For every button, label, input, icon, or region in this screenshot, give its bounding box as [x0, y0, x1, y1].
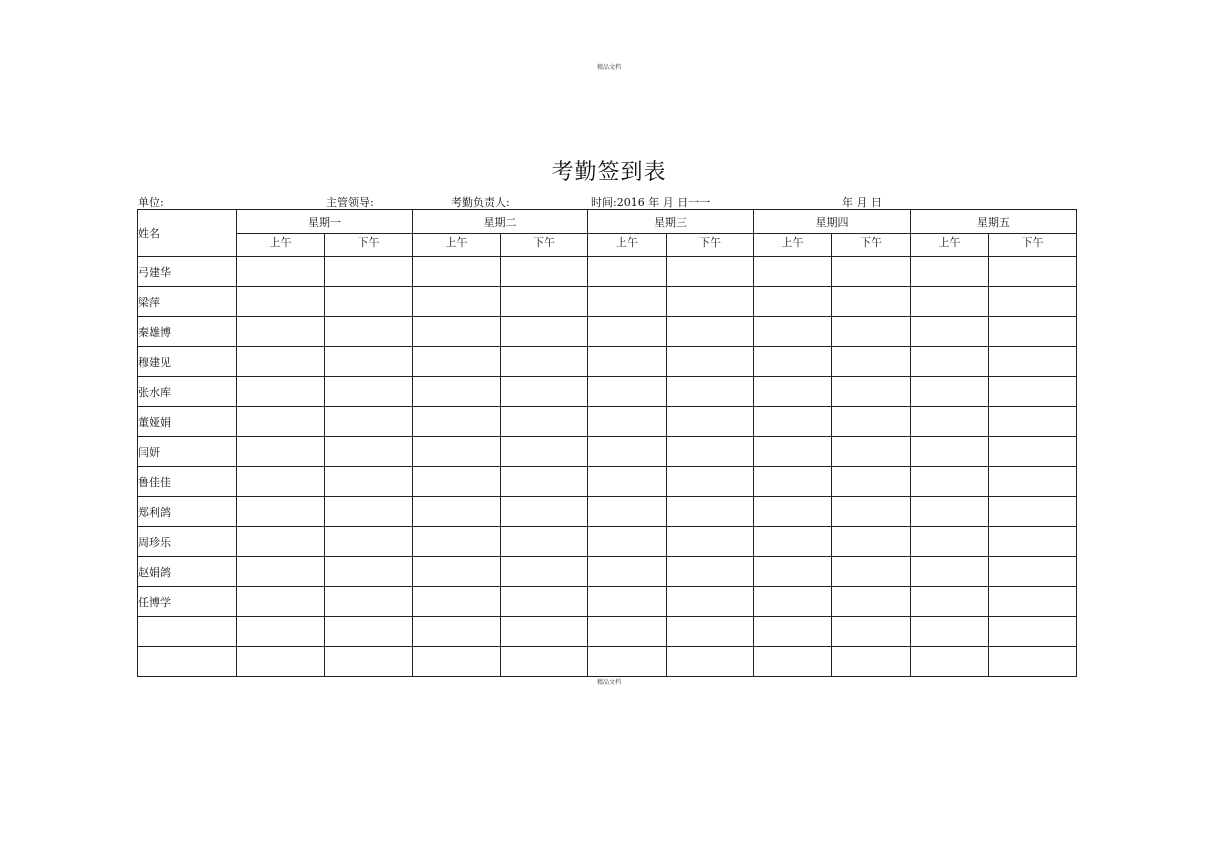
- sign-in-cell[interactable]: [754, 617, 832, 647]
- sign-in-cell[interactable]: [413, 617, 501, 647]
- time-end-label: 年 月 日: [842, 196, 882, 209]
- sign-in-cell[interactable]: [832, 557, 911, 587]
- employee-name: 郑利鸽: [138, 497, 237, 527]
- sign-in-cell[interactable]: [832, 317, 911, 347]
- sign-in-cell[interactable]: [237, 617, 325, 647]
- sign-in-cell[interactable]: [501, 437, 588, 467]
- employee-name: 周珍乐: [138, 527, 237, 557]
- sign-in-cell[interactable]: [413, 587, 501, 617]
- employee-name: [138, 617, 237, 647]
- name-column-header: 姓名: [138, 210, 237, 257]
- sign-in-cell[interactable]: [832, 437, 911, 467]
- employee-name: 秦雄博: [138, 317, 237, 347]
- sign-in-cell[interactable]: [588, 557, 667, 587]
- sign-in-cell[interactable]: [588, 287, 667, 317]
- employee-name: 闫妍: [138, 437, 237, 467]
- sign-in-cell[interactable]: [413, 257, 501, 287]
- sign-in-cell[interactable]: [667, 377, 754, 407]
- sign-in-cell[interactable]: [911, 407, 989, 437]
- sign-in-cell[interactable]: [754, 347, 832, 377]
- sign-in-cell[interactable]: [325, 437, 413, 467]
- half-day-header-row: [138, 234, 1077, 257]
- sign-in-cell[interactable]: [989, 467, 1077, 497]
- sign-in-cell[interactable]: [989, 287, 1077, 317]
- sign-in-cell[interactable]: [325, 347, 413, 377]
- sign-in-cell[interactable]: [501, 257, 588, 287]
- sign-in-cell[interactable]: [588, 587, 667, 617]
- sign-in-cell[interactable]: [237, 647, 325, 677]
- sign-in-cell[interactable]: [413, 647, 501, 677]
- sign-in-cell[interactable]: [989, 647, 1077, 677]
- sign-in-cell[interactable]: [667, 647, 754, 677]
- sign-in-cell[interactable]: [989, 257, 1077, 287]
- table-row: [138, 377, 1077, 407]
- sign-in-cell[interactable]: [237, 437, 325, 467]
- sign-in-cell[interactable]: [754, 377, 832, 407]
- table-row: [138, 557, 1077, 587]
- sign-in-cell[interactable]: [413, 317, 501, 347]
- sign-in-cell[interactable]: [832, 257, 911, 287]
- table-row: [138, 317, 1077, 347]
- day-header: 星期一: [237, 210, 413, 234]
- sign-in-cell[interactable]: [413, 377, 501, 407]
- sign-in-cell[interactable]: [832, 377, 911, 407]
- sign-in-cell[interactable]: [325, 407, 413, 437]
- sign-in-cell[interactable]: [911, 617, 989, 647]
- table-row: [138, 347, 1077, 377]
- sign-in-cell[interactable]: [911, 587, 989, 617]
- sign-in-cell[interactable]: [832, 497, 911, 527]
- sign-in-cell[interactable]: [325, 467, 413, 497]
- sign-in-cell[interactable]: [754, 527, 832, 557]
- sign-in-cell[interactable]: [237, 467, 325, 497]
- leader-label: 主管领导:: [326, 196, 374, 209]
- sign-in-cell[interactable]: [588, 527, 667, 557]
- employee-name: [138, 647, 237, 677]
- sign-in-cell[interactable]: [501, 317, 588, 347]
- sign-in-cell[interactable]: [754, 467, 832, 497]
- am-header: 上午: [754, 234, 832, 257]
- sign-in-cell[interactable]: [911, 437, 989, 467]
- sign-in-cell[interactable]: [413, 287, 501, 317]
- sign-in-cell[interactable]: [325, 647, 413, 677]
- table-row: [138, 437, 1077, 467]
- sign-in-cell[interactable]: [588, 257, 667, 287]
- day-header: 星期五: [911, 210, 1077, 234]
- table-row: [138, 587, 1077, 617]
- sign-in-cell[interactable]: [832, 407, 911, 437]
- sign-in-cell[interactable]: [754, 497, 832, 527]
- sign-in-cell[interactable]: [754, 407, 832, 437]
- sign-in-cell[interactable]: [832, 287, 911, 317]
- pm-header: 下午: [989, 234, 1077, 257]
- sign-in-cell[interactable]: [501, 407, 588, 437]
- pm-header: 下午: [667, 234, 754, 257]
- sign-in-cell[interactable]: [832, 527, 911, 557]
- day-header: 星期三: [588, 210, 754, 234]
- sign-in-cell[interactable]: [501, 377, 588, 407]
- sign-in-cell[interactable]: [754, 257, 832, 287]
- sign-in-cell[interactable]: [237, 287, 325, 317]
- sign-in-cell[interactable]: [501, 557, 588, 587]
- sign-in-cell[interactable]: [989, 377, 1077, 407]
- unit-label: 单位:: [138, 196, 164, 209]
- sign-in-cell[interactable]: [667, 467, 754, 497]
- sign-in-cell[interactable]: [501, 467, 588, 497]
- sign-in-cell[interactable]: [667, 347, 754, 377]
- sign-in-cell[interactable]: [911, 347, 989, 377]
- sign-in-cell[interactable]: [325, 527, 413, 557]
- sign-in-cell[interactable]: [588, 497, 667, 527]
- watermark-bottom: 精品文档: [596, 679, 621, 686]
- sign-in-cell[interactable]: [237, 407, 325, 437]
- am-header: 上午: [588, 234, 667, 257]
- time-start-label: 时间:2016 年 月 日一一: [591, 196, 711, 209]
- table-row: [138, 467, 1077, 497]
- table-row: [138, 497, 1077, 527]
- sign-in-cell[interactable]: [989, 557, 1077, 587]
- sign-in-cell[interactable]: [588, 347, 667, 377]
- sign-in-cell[interactable]: [832, 617, 911, 647]
- employee-name: 弓建华: [138, 257, 237, 287]
- sign-in-cell[interactable]: [588, 377, 667, 407]
- sign-in-cell[interactable]: [754, 317, 832, 347]
- table-row: [138, 617, 1077, 647]
- employee-name: 董娅娟: [138, 407, 237, 437]
- sign-in-cell[interactable]: [911, 647, 989, 677]
- sign-in-cell[interactable]: [325, 377, 413, 407]
- sign-in-cell[interactable]: [501, 617, 588, 647]
- sign-in-cell[interactable]: [667, 437, 754, 467]
- sign-in-cell[interactable]: [501, 527, 588, 557]
- sign-in-cell[interactable]: [501, 497, 588, 527]
- sign-in-cell[interactable]: [667, 257, 754, 287]
- sign-in-cell[interactable]: [413, 407, 501, 437]
- pm-header: 下午: [325, 234, 413, 257]
- sign-in-cell[interactable]: [588, 407, 667, 437]
- sign-in-cell[interactable]: [588, 467, 667, 497]
- sign-in-cell[interactable]: [667, 407, 754, 437]
- am-header: 上午: [413, 234, 501, 257]
- sign-in-cell[interactable]: [237, 347, 325, 377]
- sign-in-cell[interactable]: [588, 437, 667, 467]
- sign-in-cell[interactable]: [832, 587, 911, 617]
- sign-in-cell[interactable]: [989, 347, 1077, 377]
- day-header: 星期四: [754, 210, 911, 234]
- employee-name: 鲁佳佳: [138, 467, 237, 497]
- pm-header: 下午: [501, 234, 588, 257]
- employee-name: 梁萍: [138, 287, 237, 317]
- sign-in-cell[interactable]: [325, 617, 413, 647]
- sign-in-cell[interactable]: [588, 317, 667, 347]
- sign-in-cell[interactable]: [754, 557, 832, 587]
- sign-in-cell[interactable]: [667, 317, 754, 347]
- sign-in-cell[interactable]: [911, 317, 989, 347]
- employee-name: 穆建见: [138, 347, 237, 377]
- sign-in-cell[interactable]: [237, 497, 325, 527]
- sign-in-cell[interactable]: [325, 497, 413, 527]
- sign-in-cell[interactable]: [667, 527, 754, 557]
- sign-in-cell[interactable]: [237, 377, 325, 407]
- day-header-row: [138, 210, 1077, 234]
- sign-in-cell[interactable]: [832, 647, 911, 677]
- sign-in-cell[interactable]: [667, 497, 754, 527]
- sign-in-cell[interactable]: [911, 377, 989, 407]
- table-row: [138, 257, 1077, 287]
- sign-in-cell[interactable]: [989, 527, 1077, 557]
- sign-in-cell[interactable]: [413, 497, 501, 527]
- sign-in-cell[interactable]: [989, 317, 1077, 347]
- sign-in-cell[interactable]: [325, 587, 413, 617]
- pm-header: 下午: [832, 234, 911, 257]
- sign-in-cell[interactable]: [832, 347, 911, 377]
- sign-in-cell[interactable]: [911, 527, 989, 557]
- employee-name: 张水库: [138, 377, 237, 407]
- sign-in-cell[interactable]: [413, 437, 501, 467]
- sign-in-cell[interactable]: [325, 257, 413, 287]
- responsible-label: 考勤负责人:: [451, 196, 510, 209]
- sign-in-cell[interactable]: [911, 467, 989, 497]
- sign-in-cell[interactable]: [413, 347, 501, 377]
- sign-in-cell[interactable]: [754, 287, 832, 317]
- table-row: [138, 407, 1077, 437]
- sign-in-cell[interactable]: [413, 467, 501, 497]
- sign-in-cell[interactable]: [911, 497, 989, 527]
- sign-in-cell[interactable]: [501, 587, 588, 617]
- am-header: 上午: [237, 234, 325, 257]
- sign-in-cell[interactable]: [588, 647, 667, 677]
- sign-in-cell[interactable]: [237, 587, 325, 617]
- sign-in-cell[interactable]: [989, 497, 1077, 527]
- employee-name: 任博学: [138, 587, 237, 617]
- sign-in-cell[interactable]: [237, 317, 325, 347]
- sign-in-cell[interactable]: [588, 617, 667, 647]
- sign-in-cell[interactable]: [237, 257, 325, 287]
- sign-in-cell[interactable]: [325, 317, 413, 347]
- sign-in-cell[interactable]: [667, 287, 754, 317]
- employee-name: 赵娟鸽: [138, 557, 237, 587]
- table-row: [138, 527, 1077, 557]
- day-header: 星期二: [413, 210, 588, 234]
- sign-in-cell[interactable]: [911, 287, 989, 317]
- am-header: 上午: [911, 234, 989, 257]
- sign-in-cell[interactable]: [754, 587, 832, 617]
- sign-in-cell[interactable]: [667, 557, 754, 587]
- sign-in-cell[interactable]: [911, 557, 989, 587]
- sign-in-cell[interactable]: [413, 557, 501, 587]
- sign-in-cell[interactable]: [325, 557, 413, 587]
- page-title: 考勤签到表: [551, 160, 667, 185]
- sign-in-cell[interactable]: [754, 437, 832, 467]
- sign-in-cell[interactable]: [911, 257, 989, 287]
- sign-in-cell[interactable]: [667, 587, 754, 617]
- sign-in-cell[interactable]: [989, 617, 1077, 647]
- sign-in-cell[interactable]: [501, 347, 588, 377]
- watermark-top: 精品文档: [596, 64, 621, 71]
- attendance-table: [137, 209, 1077, 677]
- sign-in-cell[interactable]: [501, 287, 588, 317]
- sign-in-cell[interactable]: [989, 437, 1077, 467]
- sign-in-cell[interactable]: [832, 467, 911, 497]
- table-row: [138, 647, 1077, 677]
- sign-in-cell[interactable]: [989, 587, 1077, 617]
- sign-in-cell[interactable]: [754, 647, 832, 677]
- sign-in-cell[interactable]: [325, 287, 413, 317]
- sign-in-cell[interactable]: [413, 527, 501, 557]
- sign-in-cell[interactable]: [237, 557, 325, 587]
- sign-in-cell[interactable]: [667, 617, 754, 647]
- sign-in-cell[interactable]: [237, 527, 325, 557]
- sign-in-cell[interactable]: [501, 647, 588, 677]
- sign-in-cell[interactable]: [989, 407, 1077, 437]
- table-row: [138, 287, 1077, 317]
